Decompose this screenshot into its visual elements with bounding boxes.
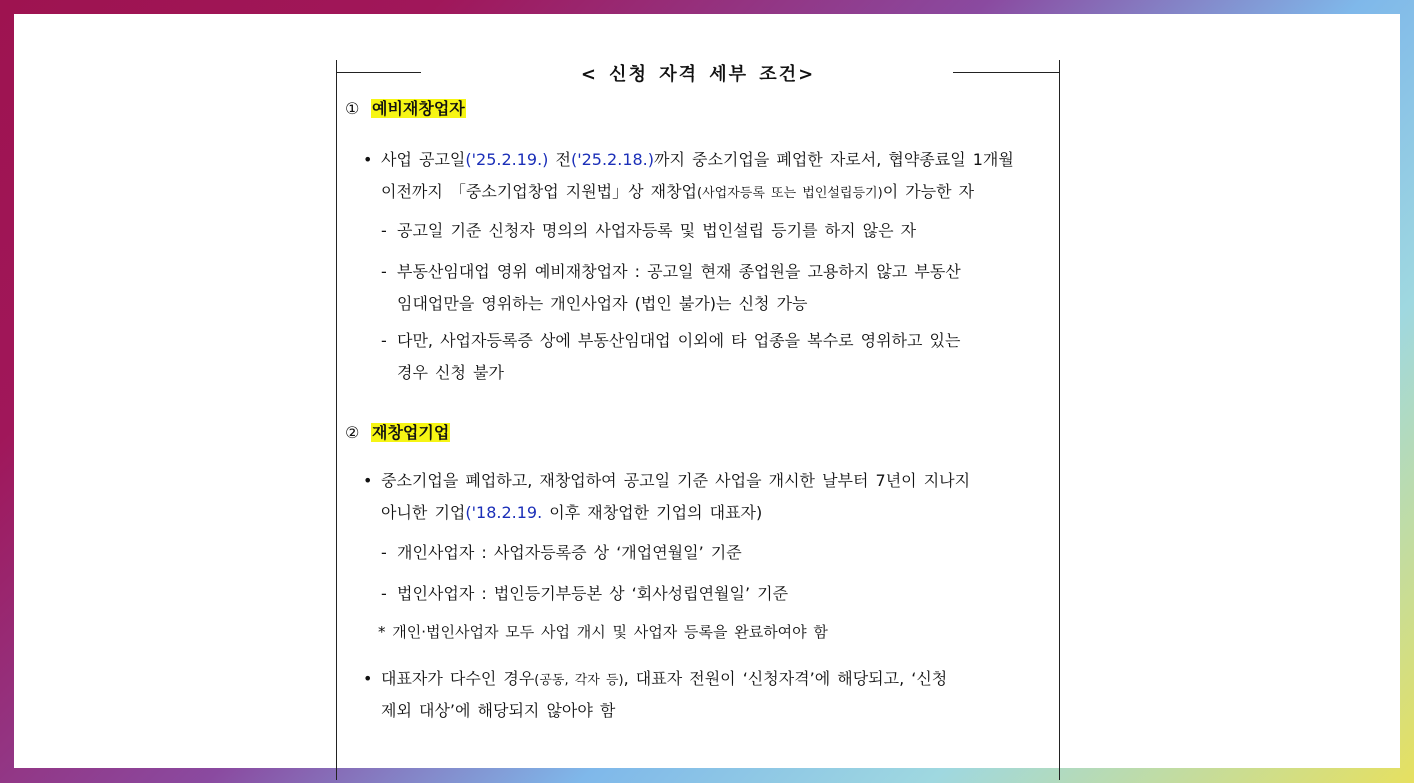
bullet-mark: • [363, 471, 373, 490]
dash-mark: - [381, 584, 387, 603]
date-text: ('25.2.19.) [465, 150, 549, 169]
bullet-continuation [381, 500, 762, 523]
text-span: 부동산임대업 영위 예비재창업자 : 공고일 현재 종업원을 고용하지 않고 부동산 [397, 262, 961, 281]
dash-mark: - [381, 331, 387, 350]
dash-item [381, 540, 742, 563]
section-1-heading: 예비재창업자 [372, 99, 465, 118]
footnote: * 개인·법인사업자 모두 사업 개시 및 사업자 등록을 완료하여야 함 [378, 623, 828, 641]
small-text: (사업자등록 또는 법인설립등기) [697, 186, 883, 201]
text-span: 중소기업을 폐업하고, 재창업하여 공고일 기준 사업을 개시한 날부터 7년이 지나지 [381, 471, 971, 490]
dash-mark: - [381, 262, 387, 281]
dash-item [381, 581, 788, 604]
dash-item [381, 328, 960, 351]
text-span: 사업 공고일 [381, 150, 466, 169]
date-text: ('18.2.19. [465, 503, 543, 522]
text-span: 공고일 기준 신청자 명의의 사업자등록 및 법인설립 등기를 하지 않은 자 [397, 221, 917, 240]
section-2-heading: 재창업기업 [372, 423, 450, 442]
dash-continuation: 임대업만을 영위하는 개인사업자 (법인 불가)는 신청 가능 [397, 294, 808, 313]
section-2-header [345, 420, 450, 443]
text-span: 아니한 기업 [381, 503, 466, 522]
section-1-number: ① [345, 99, 360, 118]
bullet-continuation: 제외 대상’에 해당되지 않아야 함 [381, 701, 616, 720]
dash-mark: - [381, 221, 387, 240]
date-text: ('25.2.18.) [570, 150, 655, 169]
text-span: , 대표자 전원이 ‘신청자격’에 해당되고, ‘신청 [623, 669, 948, 688]
dash-item [381, 218, 916, 241]
eligibility-document [336, 60, 1060, 780]
bullet-mark: • [363, 669, 373, 688]
section-1-header [345, 96, 466, 119]
dash-continuation: 경우 신청 불가 [397, 363, 504, 382]
document-title: < 신청 자격 세부 조건> [580, 64, 816, 85]
bullet-item [363, 147, 1014, 170]
text-span: 이 가능한 자 [882, 182, 975, 201]
section-2-number: ② [345, 423, 360, 442]
text-span: 이전까지 「중소기업창업 지원법」상 재창업 [381, 182, 698, 201]
bullet-continuation [381, 179, 974, 202]
text-span: 전 [548, 150, 571, 169]
bullet-mark: • [363, 150, 373, 169]
text-span: 다만, 사업자등록증 상에 부동산임대업 이외에 타 업종을 복수로 영위하고 있는 [397, 331, 961, 350]
dash-mark: - [381, 543, 387, 562]
text-span: 대표자가 다수인 경우 [381, 669, 535, 688]
text-span: 개인사업자 : 사업자등록증 상 ‘개업연월일’ 기준 [397, 543, 742, 562]
text-span: 까지 중소기업을 폐업한 자로서, 협약종료일 1개월 [654, 150, 1014, 169]
dash-item [381, 259, 961, 282]
text-span: 이후 재창업한 기업의 대표자) [542, 503, 763, 522]
text-span: 법인사업자 : 법인등기부등본 상 ‘회사성립연월일’ 기준 [397, 584, 789, 603]
small-text: (공동, 각자 등) [534, 673, 624, 688]
bullet-item [363, 666, 947, 689]
bullet-item [363, 468, 970, 491]
